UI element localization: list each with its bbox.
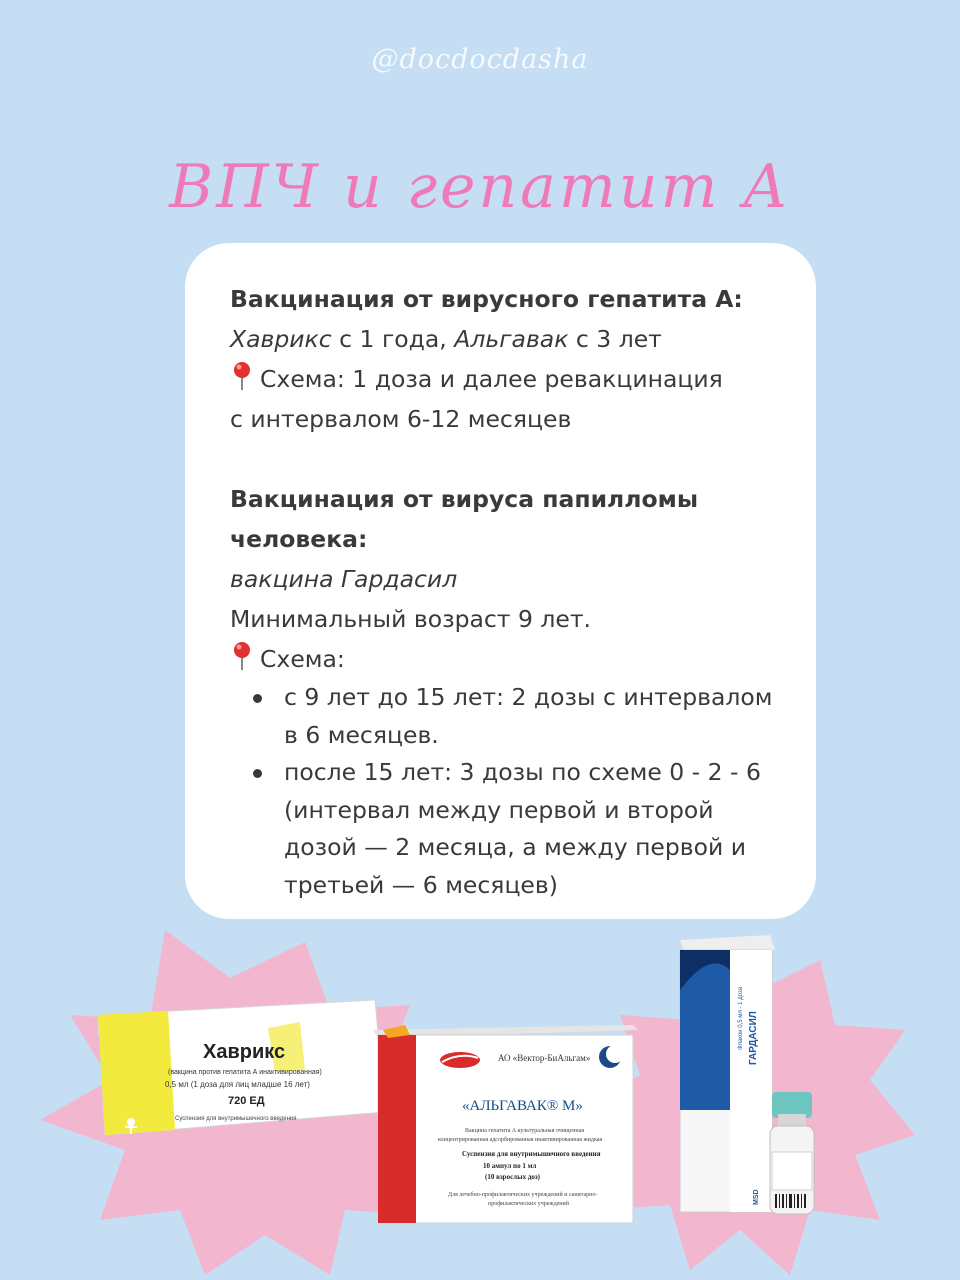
bullet-text: (интервал между первой и второй <box>284 795 714 824</box>
algavak-age: с 3 лет <box>568 325 662 353</box>
gardasil-maker: MSD <box>753 1189 760 1205</box>
gardasil-brand: ГАРДАСИЛ <box>748 1011 759 1065</box>
bullet-icon <box>253 769 262 778</box>
bullet-icon <box>253 694 262 703</box>
havrix-box <box>98 1000 385 1135</box>
pushpin-icon <box>230 361 254 391</box>
hpv-min-age: Минимальный возраст 9 лет. <box>230 605 592 633</box>
havrix-form: Суспензия для внутримышечного введения <box>175 1116 297 1122</box>
hpv-title-line2: человека: <box>230 525 368 553</box>
algavak-note-2: профилактических учреждений <box>488 1201 569 1207</box>
algavak-pack-2: (10 взрослых доз) <box>485 1173 541 1181</box>
algavak-form: Суспензия для внутримышечного введения <box>462 1150 601 1158</box>
page-title: ВПЧ и гепатит А <box>169 152 791 222</box>
hpv-scheme-text: Схема: <box>260 645 345 673</box>
havrix-desc-2: 0,5 мл (1 доза для лиц младше 16 лет) <box>165 1080 310 1089</box>
havrix-desc-1: (вакцина против гепатита А инактивированная) <box>168 1069 322 1076</box>
bullet-text: в 6 месяцев. <box>284 720 439 749</box>
hpv-scheme-list <box>230 679 776 904</box>
pushpin-icon <box>230 641 254 671</box>
algavak-maker: АО «Вектор-БиАльгам» <box>498 1053 591 1063</box>
algavak-desc-2: концентрированная адсорбированная инактивированная жидкая <box>438 1137 603 1143</box>
list-item <box>230 679 776 754</box>
algavak-note-1: Для лечебно-профилактических учреждений и санитарно- <box>448 1192 598 1198</box>
havrix-brand: Хаврикс <box>203 1041 286 1063</box>
algavak-name: Альгавак <box>454 325 569 353</box>
algavak-box <box>373 1025 638 1223</box>
bullet-text: с 9 лет до 15 лет: 2 дозы с интервалом <box>284 683 773 711</box>
hepatitis-scheme-interval: с интервалом 6-12 месяцев <box>230 405 572 433</box>
hepatitis-scheme <box>230 359 776 399</box>
gardasil-dose-label: Флакон 0,5 мл - 1 доза <box>738 986 744 1050</box>
bullet-text: после 15 лет: 3 дозы по схеме 0 - 2 - 6 <box>284 758 761 786</box>
bullet-text: третьей — 6 месяцев) <box>284 870 558 899</box>
hepatitis-vaccines <box>230 319 776 359</box>
info-card <box>185 243 816 919</box>
hpv-scheme-label <box>230 639 776 679</box>
algavak-desc-1: Вакцина гепатита А культуральная очищенная <box>465 1128 585 1134</box>
hpv-vaccine: вакцина Гардасил <box>230 565 458 593</box>
list-item <box>230 754 776 904</box>
hpv-title-line1: Вакцинация от вируса папилломы <box>230 485 699 513</box>
vaccine-products-photo <box>0 930 960 1280</box>
algavak-logo <box>440 1052 480 1068</box>
watermark: @docdocdasha <box>371 44 589 75</box>
hepatitis-scheme-text: Схема: 1 доза и далее ревакцинация <box>260 365 723 393</box>
havrix-dose: 720 ЕД <box>228 1095 265 1107</box>
algavak-brand: «АЛЬГАВАК® М» <box>462 1098 583 1114</box>
havrix-name: Хаврикс <box>230 325 332 353</box>
havrix-age: с 1 года, <box>331 325 455 353</box>
algavak-pack-1: 10 ампул по 1 мл <box>483 1162 537 1170</box>
bullet-text: дозой — 2 месяца, а между первой и <box>284 833 747 861</box>
vial-icon <box>770 1092 814 1214</box>
hepatitis-title: Вакцинация от вирусного гепатита А: <box>230 285 743 313</box>
